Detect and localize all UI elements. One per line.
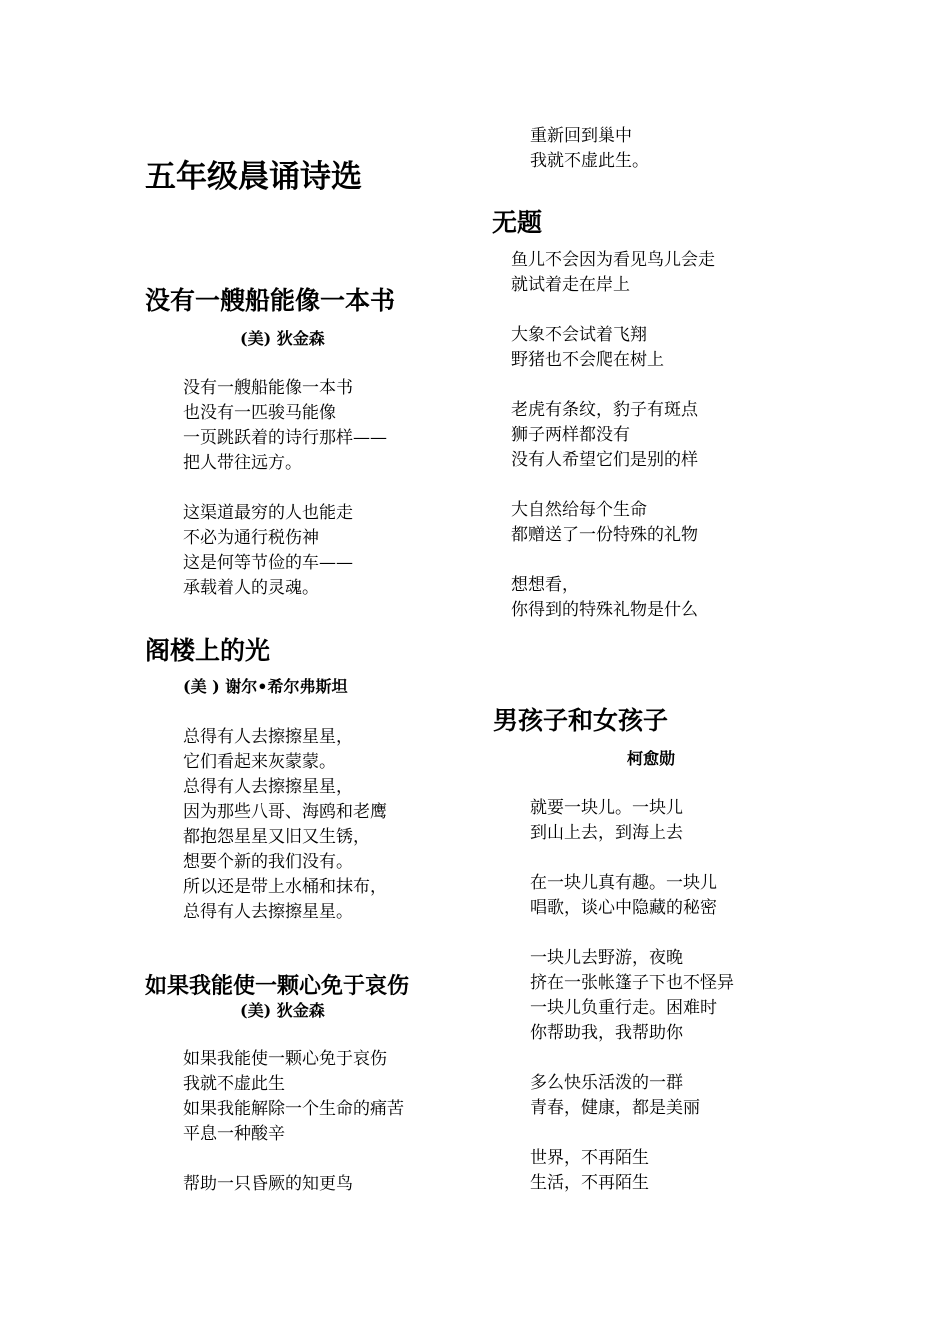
poem-line: 把人带往远方。: [183, 453, 302, 473]
poem-stanza: [511, 398, 715, 473]
poem-line: 一块儿去野游，夜晚: [530, 948, 683, 968]
poem-line: 帮助一只昏厥的知更鸟: [183, 1174, 353, 1194]
poem-stanza: [183, 1047, 404, 1147]
poem-stanza: [511, 498, 715, 548]
poem-line: 这渠道最穷的人也能走: [183, 503, 353, 523]
poem-title: 无题: [492, 208, 543, 237]
poem-line: 重新回到巢中: [530, 126, 632, 146]
poem-stanza: [511, 573, 715, 623]
poem-line: 总得有人去擦擦星星，: [183, 727, 353, 747]
poem-line: 如果我能使一颗心免于哀伤: [183, 1049, 387, 1069]
poem-line: 唱歌，谈心中隐藏的秘密: [530, 898, 717, 918]
poem-line: 也没有一匹骏马能像: [183, 403, 336, 423]
poem-stanza: [530, 796, 734, 846]
poem-line: 鱼儿不会因为看见鸟儿会走: [511, 250, 715, 270]
poem-line: 你得到的特殊礼物是什么: [511, 600, 698, 620]
poem-line: 老虎有条纹，豹子有斑点: [511, 400, 698, 420]
poem-line: 承载着人的灵魂。: [183, 578, 319, 598]
document-title: 五年级晨诵诗选: [145, 159, 362, 195]
poem-title: 如果我能使一颗心免于哀伤: [145, 973, 410, 999]
poem-author: (美) 狄金森: [240, 329, 325, 348]
poem-body: [183, 1047, 404, 1197]
poem-stanza: [183, 1172, 404, 1197]
poem-line: 所以还是带上水桶和抹布，: [183, 877, 387, 897]
poem-line: 想要个新的我们没有。: [183, 852, 353, 872]
poem-stanza: [530, 871, 734, 921]
poem-line: 野猪也不会爬在树上: [511, 350, 664, 370]
poem-line: 就试着走在岸上: [511, 275, 630, 295]
poem-line: 想想看，: [511, 575, 579, 595]
poem-line: 没有一艘船能像一本书: [183, 378, 353, 398]
poem-line: 它们看起来灰蒙蒙。: [183, 752, 336, 772]
poem-body: [183, 725, 387, 925]
poem-body: [183, 376, 387, 601]
poem-line: 都抱怨星星又旧又生锈，: [183, 827, 370, 847]
poem-stanza: [183, 501, 387, 601]
poem-line: 多么快乐活泼的一群: [530, 1073, 683, 1093]
poem-line: 一块儿负重行走。困难时: [530, 998, 717, 1018]
poem-line: 青春，健康，都是美丽: [530, 1098, 700, 1118]
poem-author: (美 ) 谢尔•希尔弗斯坦: [183, 677, 348, 696]
poem-body: [511, 248, 715, 623]
poem-author: (美) 狄金森: [240, 1001, 325, 1020]
poem-line: 挤在一张帐篷子下也不怪异: [530, 973, 734, 993]
poem-line: 生活，不再陌生: [530, 1173, 649, 1193]
poem-continuation: [530, 124, 649, 174]
poem-line: 我就不虚此生。: [530, 151, 649, 171]
poem-author: 柯愈勋: [627, 749, 676, 768]
poem-line: 狮子两样都没有: [511, 425, 630, 445]
poem-line: 大自然给每个生命: [511, 500, 647, 520]
poem-line: 你帮助我，我帮助你: [530, 1023, 683, 1043]
poem-line: 平息一种酸辛: [183, 1124, 285, 1144]
poem-line: 总得有人去擦擦星星，: [183, 777, 353, 797]
poem-stanza: [183, 376, 387, 476]
poem-title: 没有一艘船能像一本书: [145, 286, 396, 315]
poem-stanza: [511, 323, 715, 373]
poem-line: 这是何等节俭的车——: [183, 553, 353, 573]
poem-line: 都赠送了一份特殊的礼物: [511, 525, 698, 545]
poem-line: 到山上去，到海上去: [530, 823, 683, 843]
poem-line: 大象不会试着飞翔: [511, 325, 647, 345]
poem-line: 世界，不再陌生: [530, 1148, 649, 1168]
poem-stanza: [183, 725, 387, 925]
poem-body: [530, 796, 734, 1196]
poem-title: 阁楼上的光: [145, 636, 271, 665]
poem-line: 因为那些八哥、海鸥和老鹰: [183, 802, 387, 822]
poem-line: 如果我能解除一个生命的痛苦: [183, 1099, 404, 1119]
poem-stanza: [530, 946, 734, 1046]
poem-line: 我就不虚此生: [183, 1074, 285, 1094]
poem-stanza: [511, 248, 715, 298]
poem-stanza: [530, 1071, 734, 1121]
poem-line: 在一块儿真有趣。一块儿: [530, 873, 717, 893]
poem-line: 不必为通行税伤神: [183, 528, 319, 548]
poem-line: 总得有人去擦擦星星。: [183, 902, 353, 922]
poem-line: 就要一块儿。一块儿: [530, 798, 683, 818]
poem-line: 一页跳跃着的诗行那样——: [183, 428, 387, 448]
poem-line: 没有人希望它们是别的样: [511, 450, 698, 470]
poem-title: 男孩子和女孩子: [493, 706, 669, 735]
poem-stanza: [530, 1146, 734, 1196]
